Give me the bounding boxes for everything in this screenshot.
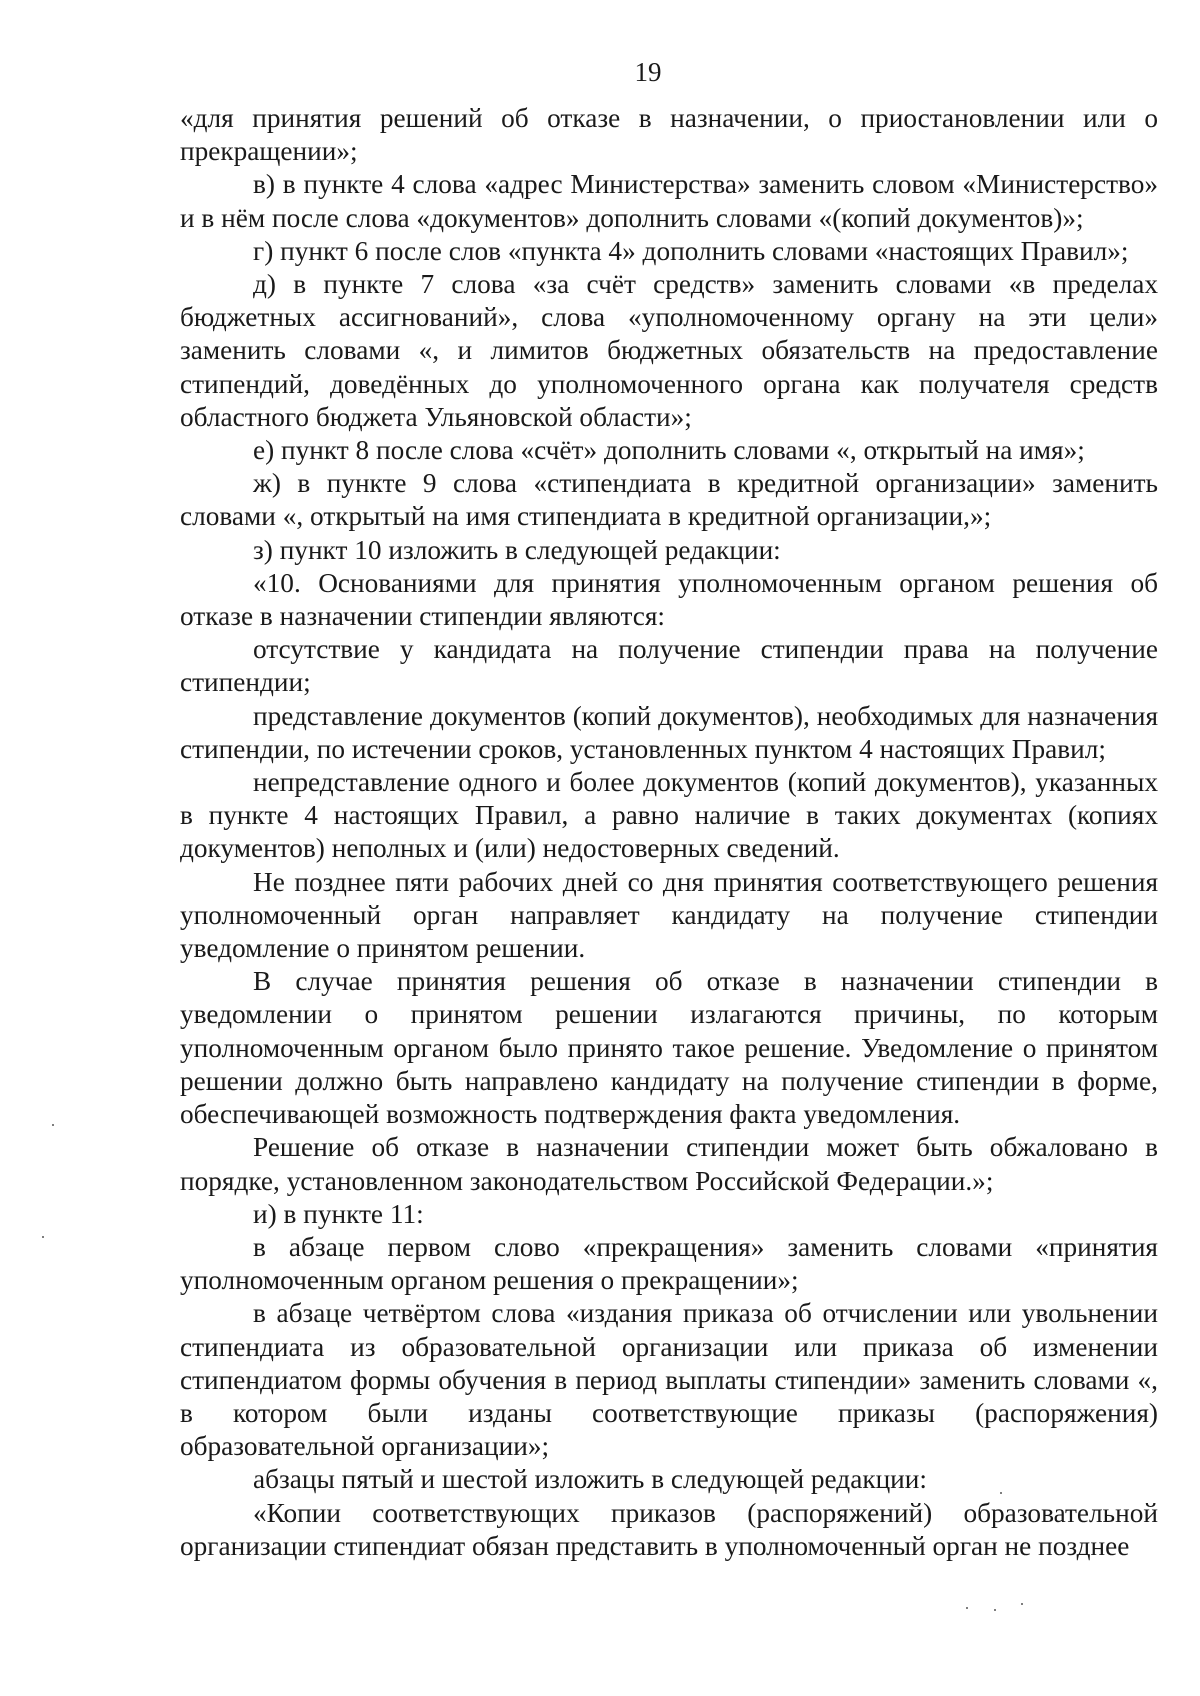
scan-speck <box>42 1236 44 1238</box>
document-body <box>180 102 1158 1563</box>
paragraph-notice-deadline: Не позднее пяти рабочих дней со дня принятия соответствующего решения уполномоченный орган направляет кандидату на получение стипендии уведомление о принятом решении. <box>180 866 1158 964</box>
paragraph-appeal: Решение об отказе в назначении стипендии может быть обжаловано в порядке, установленном законодательством Российской Федерации.»; <box>180 1132 1158 1196</box>
paragraph-ground-1: отсутствие у кандидата на получение стипендии права на получение стипендии; <box>180 634 1158 698</box>
paragraph-item-v: в) в пункте 4 слова «адрес Министерства» заменить словом «Министерство» и в нём после слова «документов» дополнить словами «(копий документов)»; <box>180 169 1158 233</box>
scan-speck <box>1000 1492 1002 1494</box>
paragraph-ground-2: представление документов (копий документов), необходимых для назначения стипендии, по истечении сроков, установленных пунктом 4 настоящих Правил; <box>180 700 1158 764</box>
paragraph-item-i: и) в пункте 11: <box>253 1198 424 1229</box>
paragraph-fifth-sixth-abzac: абзацы пятый и шестой изложить в следующей редакции: <box>253 1464 927 1495</box>
paragraph-continuation: «для принятия решений об отказе в назначении, о приостановлении или о прекращении»; <box>180 103 1158 167</box>
paragraph-item-g: г) пункт 6 после слов «пункта 4» дополнить словами «настоящих Правил»; <box>253 235 1129 266</box>
paragraph-notice-reasons: В случае принятия решения об отказе в назначении стипендии в уведомлении о принятом решении излагаются причины, по которым уполномоченным органом было принято такое решение. Уведомление о принятом решении должно быть направлено кандидату на получение стипендии в форме, обеспечивающей возможность подтверждения факта уведомления. <box>180 966 1158 1130</box>
paragraph-item-z: з) пункт 10 изложить в следующей редакции: <box>253 534 781 565</box>
paragraph-item-zh: ж) в пункте 9 слова «стипендиата в кредитной организации» заменить словами «, открытый на имя стипендиата в кредитной организации,»; <box>180 468 1158 532</box>
scan-speck <box>966 1607 968 1609</box>
scan-speck <box>994 1609 996 1611</box>
paragraph-item-e: е) пункт 8 после слова «счёт» дополнить словами «, открытый на имя»; <box>253 435 1085 466</box>
paragraph-clause-10: «10. Основаниями для принятия уполномоченным органом решения об отказе в назначении стипендии являются: <box>180 567 1158 632</box>
paragraph-ground-3: непредставление одного и более документов (копий документов), указанных в пункте 4 настоящих Правил, а равно наличие в таких документах (копиях документов) неполных и (или) недостоверных сведений. <box>180 767 1158 864</box>
page-number: 19 <box>634 57 662 87</box>
scan-speck <box>52 1124 54 1126</box>
paragraph-item-d: д) в пункте 7 слова «за счёт средств» заменить словами «в пределах бюджетных ассигнований», слова «уполномоченному органу на эти цели» заменить словами «, и лимитов бюджетных обязательств на предоставление стипендий, доведённых до уполномоченного органа как получателя средств областного бюджета Ульяновской области»; <box>180 269 1158 432</box>
paragraph-first-abzac: в абзаце первом слово «прекращения» заменить словами «принятия уполномоченным органом решения о прекращении»; <box>180 1231 1158 1296</box>
paragraph-fourth-abzac: в абзаце четвёртом слова «издания приказа об отчислении или увольнении стипендиата из образовательной организации или приказа об изменении стипендиатом формы обучения в период выплаты стипендии» заменить словами «, в котором были изданы соответствующие приказы (распоряжения) образовательной организации»; <box>180 1298 1158 1462</box>
scan-speck <box>1021 1603 1023 1605</box>
paragraph-copies-orders: «Копии соответствующих приказов (распоряжений) образовательной организации стипендиат обязан представить в уполномоченный орган не позднее <box>180 1497 1158 1561</box>
